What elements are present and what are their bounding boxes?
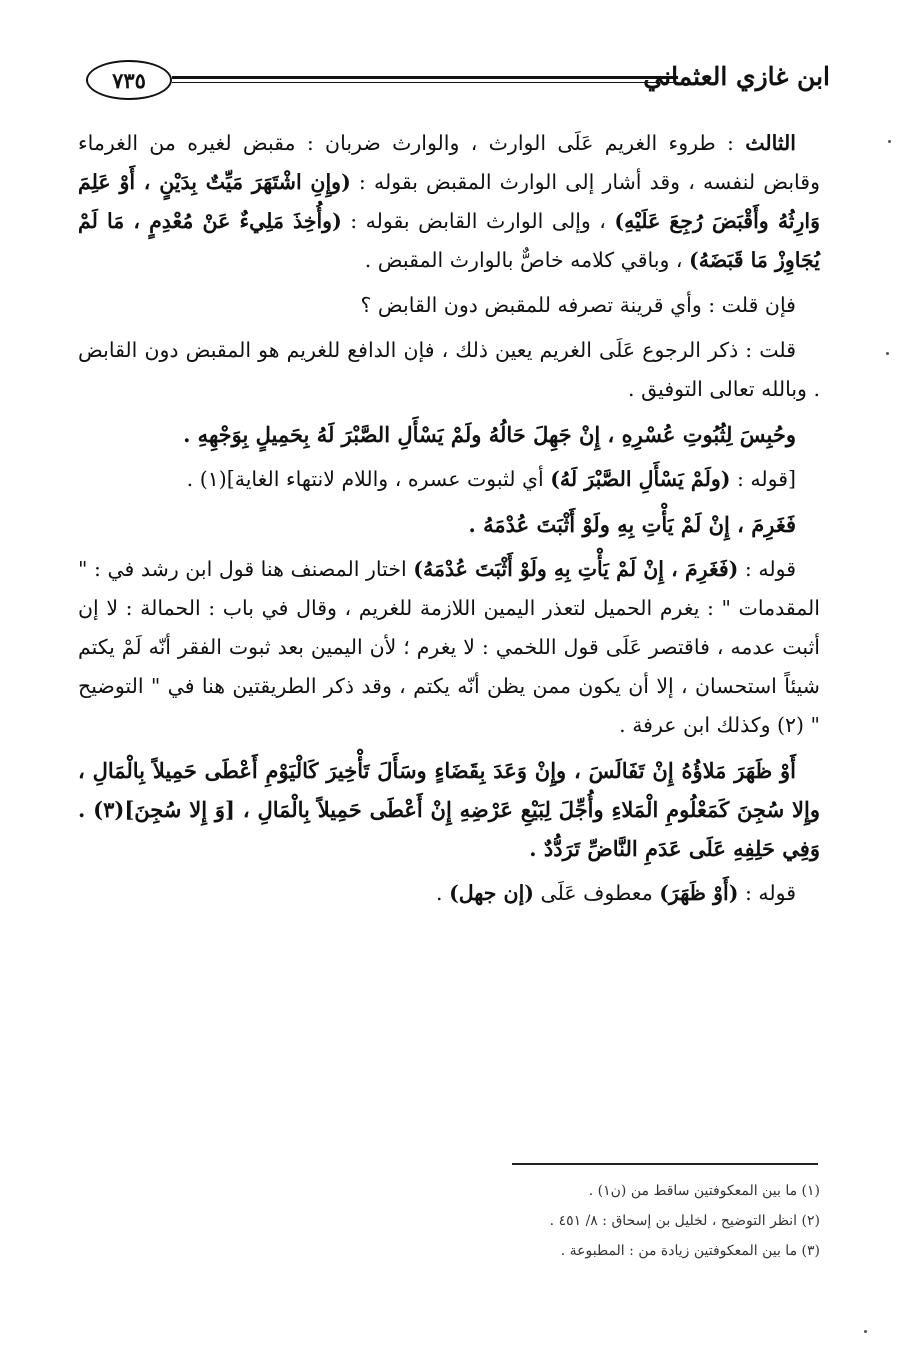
text-segment: معطوف عَلَى [534, 881, 660, 905]
bold-text-segment: (أَوْ ظَهَرَ) [659, 881, 739, 905]
text-segment: . [436, 881, 450, 905]
text-segment: [قوله : [730, 467, 796, 491]
text-segment: ، وباقي كلامه خاصٌّ بالوارث المقبض . [364, 248, 690, 272]
commentary-paragraph [78, 286, 820, 325]
footnote-separator [512, 1163, 818, 1165]
matn-verse [78, 751, 820, 868]
footnote-item: (٣) ما بين المعكوفتين زيادة من : المطبوعة . [560, 1243, 820, 1259]
matn-verse [78, 415, 820, 454]
bold-text-segment: وحُبِسَ لِثُبُوتِ عُسْرِهِ ، إِنْ جَهِلَ حَالُهُ ولَمْ يَسْأَلِ الصَّبْرَ لَهُ بِحَمِيلٍ بِوَجْهِهِ . [183, 422, 796, 447]
bold-text-segment: (وأُخِذَ مَلِيءٌ عَنْ مُعْدِمٍ ، مَا لَمْ يُجَاوِزْ مَا قَبَضَهُ) [78, 209, 820, 272]
text-segment: : طروء الغريم عَلَى الوارث ، والوارث ضربان : مقبض لغيره من الغرماء وقابض لنفسه ، وقد أشار إلى الوارث المقبض بقوله : [78, 131, 820, 194]
header-rule-thin [172, 82, 678, 83]
running-title: ابن غازي العثماني [643, 62, 830, 91]
bold-text-segment: (إن جهل) [449, 881, 535, 905]
text-segment: ، وإلى الوارث القابض بقوله : [341, 209, 615, 233]
scan-speck [864, 1330, 867, 1333]
footnotes [380, 1176, 820, 1266]
main-text [78, 124, 820, 919]
text-segment: أي لثبوت عسره ، واللام لانتهاء الغاية](١) . [186, 467, 551, 491]
commentary-paragraph [78, 874, 820, 913]
text-segment: قوله : [738, 557, 796, 581]
page-number: ٧٣٥ [86, 60, 172, 100]
bold-text-segment: (وإِنِ اشْتَهَرَ مَيِّتٌ بِدَيْنٍ ، أَوْ عَلِمَ وَارِثُهُ وأَقْبَضَ رُجِعَ عَلَيْهِ) [78, 170, 821, 233]
commentary-paragraph [78, 550, 820, 745]
text-segment: اختار المصنف هنا قول ابن رشد في : " المقدمات " : يغرم الحميل لتعذر اليمين اللازمة للغريم ، وقال في باب : الحمالة : لا إن أثبت عدمه ، فاقتصر عَلَى قول اللخمي : لا يغرم ؛ لأن اليمين بعد ثبوت الفقر أنّه لَمْ يكتم شيئاً استحسان ، إلا أن يكون ممن يظن أنّه يكتم ، وقد ذكر الطريقتين هنا في " التوضيح " (٢) وكذلك ابن عرفة . [78, 557, 820, 737]
header-rule [172, 76, 678, 79]
commentary-paragraph [78, 331, 820, 409]
footnote-item: (١) ما بين المعكوفتين ساقط من (ن١) . [588, 1183, 820, 1199]
matn-verse [78, 505, 820, 544]
bold-text-segment: فَغَرِمَ ، إِنْ لَمْ يَأْتِ بِهِ ولَوْ أَثْبَتَ عُدْمَهُ . [468, 512, 796, 537]
bold-text-segment: الثالث [745, 131, 796, 155]
text-segment: قلت : ذكر الرجوع عَلَى الغريم يعين ذلك ، فإن الدافع للغريم هو المقبض دون القابض . وبالله تعالى التوفيق . [78, 338, 820, 401]
text-segment: قوله : [738, 881, 796, 905]
scan-speck [888, 140, 891, 143]
footnote-item: (٢) انظر التوضيح ، لخليل بن إسحاق : ٨/ ٤٥١ . [549, 1213, 820, 1229]
commentary-paragraph [78, 124, 820, 280]
bold-text-segment: (ولَمْ يَسْأَلِ الصَّبْرَ لَهُ) [550, 467, 731, 491]
scan-speck [886, 352, 889, 355]
page-header [86, 56, 830, 116]
text-segment: فإن قلت : وأي قرينة تصرفه للمقبض دون القابض ؟ [360, 293, 796, 317]
bold-text-segment: أَوْ ظَهَرَ مَلاؤُهُ إِنْ تَفَالَسَ ، وإِنْ وَعَدَ بِقَضَاءٍ وسَأَلَ تَأْخِيرَ كَالْيَوْمِ أَعْطَى حَمِيلاً بِالْمَالِ ، وإِلا سُجِنَ كَمَعْلُومِ الْمَلاءِ وأُجِّلَ لِبَيْعِ عَرْضِهِ إِنْ أَعْطَى حَمِيلاً بِالْمَالِ ، [وَ إِلا سُجِنَ](٣) . وَفِي حَلِفِهِ عَلَى عَدَمِ النَّاضِّ تَرَدُّدٌ . [78, 758, 820, 861]
bold-text-segment: (فَغَرِمَ ، إِنْ لَمْ يَأْتِ بِهِ ولَوْ أَثْبَتَ عُدْمَهُ) [413, 557, 739, 581]
commentary-paragraph [78, 460, 820, 499]
